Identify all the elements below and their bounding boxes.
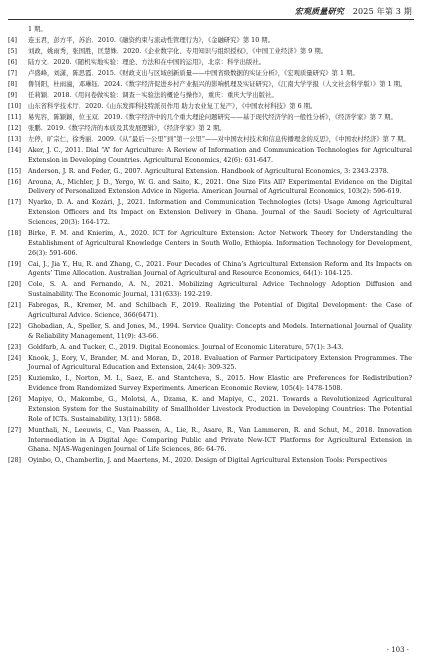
- reference-number: [25]: [8, 375, 22, 383]
- reference-item: [8, 69, 412, 79]
- reference-number: [14]: [8, 146, 22, 154]
- reference-number: [17]: [8, 199, 22, 207]
- reference-text: Oyinbo, O., Chamberlin, J. and Maertens, M., 2020. Design of Digital Agricultural Extension Tools: Perspectives: [28, 457, 388, 465]
- continuation-text: 1 期。: [28, 26, 47, 33]
- reference-number: [9]: [8, 91, 17, 99]
- reference-text: Cai, J., Jia Y., Hu, R. and Zhang, C., 2021. Four Decades of China’s Agricultural Extension Reform and Its Impacts on Agents’ Time Allocation. Australian Journal of Agricultural and Resource Economics, 64(1): 104-125.: [28, 260, 412, 278]
- reference-text: 刘政，姚雨秀，张国胜，匡慧姝．2020.《企业数字化、专用知识与组织授权》，《中国工业经济》第 9 期。: [28, 47, 328, 55]
- reference-item: [8, 167, 412, 177]
- reference-number: [13]: [8, 135, 22, 143]
- reference-number: [11]: [8, 113, 22, 121]
- reference-text: 易宪容，陈颖颖，位玉双．2019.《数字经济中的几个重大理论问题研究——基于现代经济学的一般性分析》，《经济学家》第 7 期。: [28, 113, 397, 121]
- reference-item: [8, 113, 412, 123]
- reference-text: 卢盛峰，刘潇，陈思霞．2015.《财政支出与区域创新质量——中国省级数据的实证分析》，《宏观质量研究》第 1 期。: [28, 69, 359, 77]
- reference-list: [8, 25, 412, 467]
- reference-number: [18]: [8, 229, 22, 237]
- reference-text: 陆方文．2020.《随机实地实验：理论、方法和在中国的运用》，北京：科学出版社。: [28, 58, 266, 66]
- reference-text: Aker, J. C., 2011. Dial “A” for Agriculture: A Review of Information and Communication Technologies for Agricultural Extension in Developing Countries. Agricultural Economics, 42(6): 631-647.: [28, 146, 412, 164]
- reference-text: Kuziemko, I., Norton, M. I., Saez, E. and Stantcheva, S., 2015. How Elastic are Preferences for Redistribution? Evidence from Randomized Survey Experiments. American Economic Review, 105(4): 1478-1508.: [28, 375, 412, 393]
- reference-item: [8, 47, 412, 57]
- reference-text: 山东省科学技术厅．2020.《山东发挥科技特派员作用 助力农业复工复产》，《中国农村科技》第 6 期。: [28, 102, 317, 110]
- reference-item: [8, 229, 412, 258]
- reference-item: [8, 198, 412, 227]
- reference-item: [8, 102, 412, 112]
- running-header: [0, 6, 412, 17]
- reference-number: [15]: [8, 167, 22, 175]
- reference-item: [8, 456, 412, 466]
- reference-number: [10]: [8, 102, 22, 110]
- reference-number: [20]: [8, 281, 22, 289]
- reference-item: [8, 135, 412, 145]
- reference-item: [8, 374, 412, 394]
- reference-text: Nyarko, D. A. and Kozári, J., 2021. Information and Communication Technologies (Icts) Usage Among Agricultural Extension Officers and Its Impact on Extension Delivery in Ghana. Journal of the Saudi Society of Agricultural Sciences, 20(3): 164-172.: [28, 199, 412, 226]
- reference-text: Birke, F. M. and Knierim, A., 2020. ICT for Agriculture Extension: Actor Network Theory for Understanding the Establishment of Agricultural Knowledge Centers in South Wollo, Ethiopia. Information Technology for Development, 26(3): 591-606.: [28, 229, 412, 257]
- reference-continuation: [8, 25, 412, 35]
- reference-number: [26]: [8, 396, 22, 404]
- reference-number: [19]: [8, 260, 22, 268]
- reference-item: [8, 124, 412, 134]
- reference-number: [27]: [8, 426, 22, 434]
- reference-number: [4]: [8, 36, 17, 44]
- reference-item: [8, 343, 412, 353]
- reference-text: 连玉君，彭方平，苏治．2010.《融资约束与流动性管理行为》，《金融研究》第 10 期。: [28, 36, 274, 44]
- reference-text: Mapiye, O., Makombe, G., Molotsi, A., Dzama, K. and Mapiye, C., 2021. Towards a Revolutionized Agricultural Extension System for the Sustainability of Smallholder Livestock Production in Developing Countries: The Potential Role of ICTs. Sustainability, 13(11): 5868.: [28, 396, 412, 423]
- reference-number: [28]: [8, 457, 22, 465]
- reference-number: [7]: [8, 69, 17, 77]
- reference-item: [8, 280, 412, 300]
- reference-text: 鲁钊阳，杜雨潼，邓琳钰．2024.《数字经济促进乡村产业振兴的影响机理及实证研究》，《江南大学学报（人文社会科学版）》第 1 期。: [28, 80, 407, 88]
- reference-text: 左停，旷宗仁，徐秀丽．2009.《从“最后一公里”到“第一公里”——对中国农村技术和信息传播理念的反思》，《中国农村经济》第 7 期。: [28, 135, 410, 143]
- reference-text: Anderson, J. R. and Feder, G., 2007. Agricultural Extension. Handbook of Agricultural Economics, 3: 2343-2378.: [28, 167, 389, 175]
- reference-text: Fabregas, R., Kremer, M. and Schilbach F., 2019. Realizing the Potential of Digital Development: the Case of Agricultural Advice. Science, 366(6471).: [28, 302, 412, 319]
- journal-name: 宏观质量研究: [294, 6, 344, 16]
- reference-number: [23]: [8, 343, 22, 351]
- reference-text: Goldfarb, A. and Tucker, C., 2019. Digital Economics. Journal of Economic Literature, 57(1): 3-43.: [28, 343, 344, 351]
- reference-item: [8, 322, 412, 342]
- header-divider: [8, 19, 414, 20]
- reference-number: [16]: [8, 178, 22, 186]
- reference-number: [24]: [8, 354, 22, 362]
- page-number: · 103 ·: [386, 646, 409, 654]
- reference-number: [6]: [8, 58, 17, 66]
- reference-item: [8, 178, 412, 198]
- reference-number: [22]: [8, 322, 22, 330]
- reference-item: [8, 91, 412, 101]
- reference-number: [21]: [8, 302, 22, 310]
- reference-text: 任莉颖．2018.《用问卷做实验：调查－实验法的概论与操作》，重庆：重庆大学出版社。: [28, 91, 278, 99]
- reference-entries: [8, 36, 412, 466]
- reference-item: [8, 426, 412, 455]
- reference-item: [8, 146, 412, 166]
- reference-text: 张鹏．2019.《数字经济的本质及其发展逻辑》，《经济学家》第 2 期。: [28, 124, 226, 132]
- reference-number: [8]: [8, 80, 17, 88]
- reference-item: [8, 301, 412, 321]
- reference-item: [8, 395, 412, 424]
- reference-item: [8, 36, 412, 46]
- reference-text: Munthali, N., Leeuwis, C., Van Paassen, A., Lie, R., Asare, R., Van Lammeren, R. and Schut, M., 2018. Innovation Intermediation in A Digital Age: Comparing Public and Private New-ICT Platforms for Agricultural Extension in Ghana. NJAS-Wageningen Journal of Life Sciences, 86: 64-76.: [28, 426, 412, 454]
- reference-item: [8, 58, 412, 68]
- issue-label: 2025 年第 3 期: [352, 7, 412, 16]
- reference-item: [8, 80, 412, 90]
- reference-item: [8, 260, 412, 280]
- reference-item: [8, 354, 412, 374]
- reference-number: [12]: [8, 124, 22, 132]
- reference-text: Knook, J., Eory, V., Brander, M. and Moran, D., 2018. Evaluation of Farmer Participatory Extension Programmes. The Journal of Agricultural Education and Extension, 24(4): 309-325.: [28, 354, 412, 372]
- reference-text: Arouna, A., Michler, J. D., Yergo, W. G. and Saito, K., 2021. One Size Fits All? Experimental Evidence on the Digital Delivery of Personalized Extension Advice in Nigeria. American Journal of Agricultural Economics, 103(2): 596-619.: [28, 178, 412, 196]
- reference-number: [5]: [8, 47, 17, 55]
- reference-text: Ghobadian, A., Speller, S. and Jones, M., 1994. Service Quality: Concepts and Models. International Journal of Quality & Reliability Management, 11(9): 43-66.: [28, 322, 412, 340]
- reference-text: Cole, S. A. and Fernando, A. N., 2021. Mobilizing Agricultural Advice Technology Adoption Diffusion and Sustainability. The Economic Journal, 131(633): 192-219.: [28, 281, 412, 299]
